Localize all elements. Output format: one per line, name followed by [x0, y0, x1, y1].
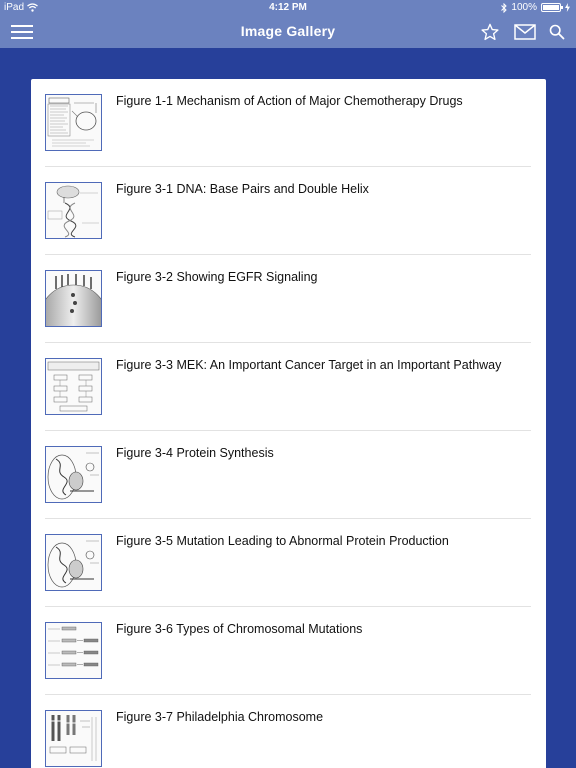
figure-thumbnail[interactable]	[45, 94, 102, 151]
nav-bar	[0, 16, 576, 48]
figure-thumbnail-image	[46, 183, 101, 238]
figure-title: Figure 3-4 Protein Synthesis	[116, 446, 274, 460]
figure-title: Figure 1-1 Mechanism of Action of Major Chemotherapy Drugs	[116, 94, 463, 108]
status-time: 4:12 PM	[269, 2, 307, 13]
gallery-item-7[interactable]	[45, 607, 531, 695]
figure-title: Figure 3-1 DNA: Base Pairs and Double Helix	[116, 182, 369, 196]
figure-title: Figure 3-6 Types of Chromosomal Mutations	[116, 622, 363, 636]
gallery-item-5[interactable]	[45, 431, 531, 519]
figure-thumbnail-image	[46, 447, 101, 502]
search-icon	[549, 24, 565, 40]
gallery-item-2[interactable]	[45, 167, 531, 255]
figure-thumbnail-image	[46, 535, 101, 590]
figure-title: Figure 3-5 Mutation Leading to Abnormal Protein Production	[116, 534, 449, 548]
battery-fill	[543, 5, 559, 10]
figure-thumbnail[interactable]	[45, 270, 102, 327]
gallery-list	[45, 79, 531, 768]
figure-thumbnail[interactable]	[45, 710, 102, 767]
status-bar	[0, 0, 576, 16]
figure-thumbnail[interactable]	[45, 446, 102, 503]
figure-thumbnail-image	[46, 271, 101, 326]
figure-title: Figure 3-3 MEK: An Important Cancer Target in an Important Pathway	[116, 358, 502, 372]
mail-button[interactable]	[512, 16, 538, 48]
figure-thumbnail-image	[46, 95, 101, 150]
mail-icon	[514, 24, 536, 40]
figure-thumbnail[interactable]	[45, 622, 102, 679]
search-button[interactable]	[546, 16, 568, 48]
gallery-item-1[interactable]	[45, 79, 531, 167]
gallery-item-4[interactable]	[45, 343, 531, 431]
device-label: iPad	[4, 2, 25, 13]
page-title: Image Gallery	[240, 23, 336, 39]
figure-thumbnail[interactable]	[45, 182, 102, 239]
star-icon	[481, 23, 499, 41]
battery-icon	[541, 3, 561, 12]
bluetooth-icon	[501, 3, 507, 13]
figure-thumbnail[interactable]	[45, 534, 102, 591]
status-right	[501, 2, 570, 13]
gallery-item-3[interactable]	[45, 255, 531, 343]
figure-thumbnail[interactable]	[45, 358, 102, 415]
figure-thumbnail-image	[46, 359, 101, 414]
figure-title: Figure 3-2 Showing EGFR Signaling	[116, 270, 318, 284]
charging-icon	[565, 3, 570, 12]
gallery-item-8[interactable]	[45, 695, 531, 768]
battery-percent: 100%	[511, 2, 537, 13]
figure-thumbnail-image	[46, 623, 101, 678]
gallery-card	[31, 79, 546, 768]
favorite-button[interactable]	[478, 16, 502, 48]
figure-title: Figure 3-7 Philadelphia Chromosome	[116, 710, 324, 724]
gallery-item-6[interactable]	[45, 519, 531, 607]
figure-thumbnail-image	[46, 711, 101, 766]
